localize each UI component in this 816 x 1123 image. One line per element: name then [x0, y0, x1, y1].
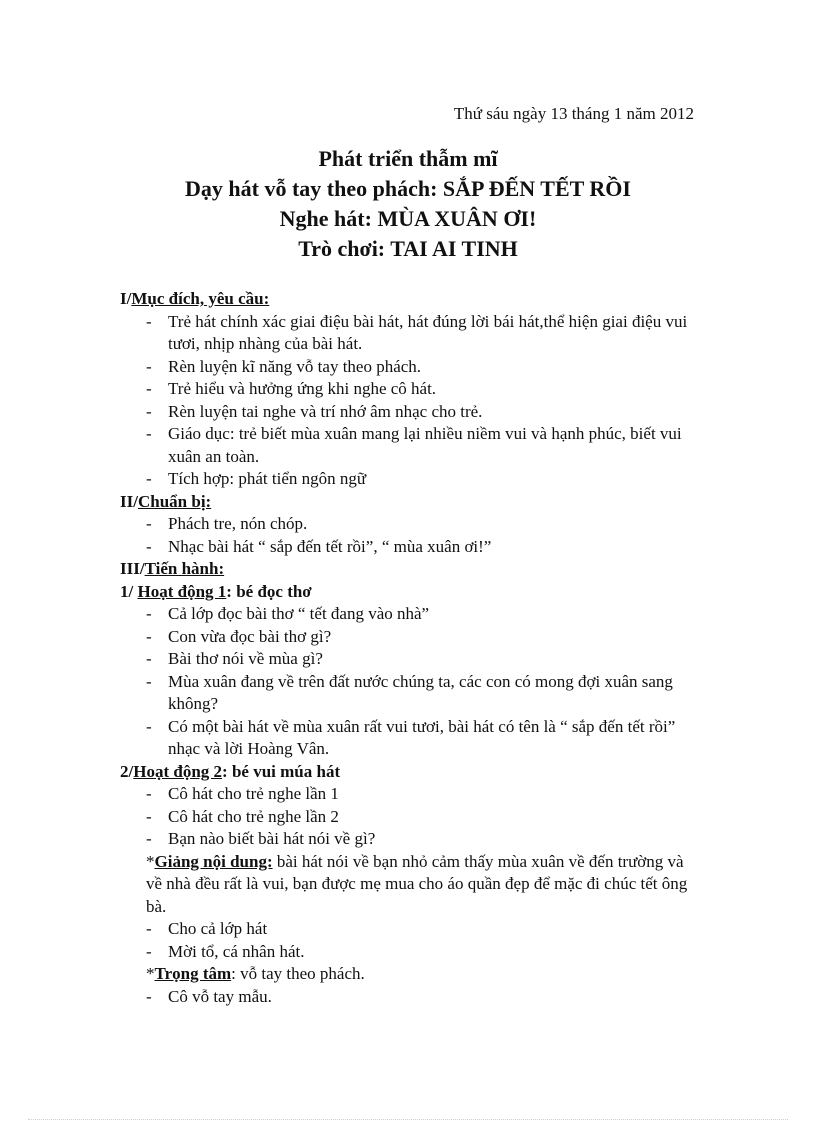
page-bottom-divider [28, 1119, 788, 1120]
lesson-title: Dạy hát vỗ tay theo phách: SẮP ĐẾN TẾT RỒI [185, 176, 631, 201]
activity-label: Hoạt động 1 [137, 581, 227, 601]
section-number: III/ [120, 559, 145, 578]
list-item: - Giáo dục: trẻ biết mùa xuân mang lại nhiều niềm vui và hạnh phúc, biết vui xuân an toàn. [120, 423, 700, 468]
activity-2-list [120, 783, 700, 851]
list-item: - Phách tre, nón chóp. [120, 513, 700, 536]
activity-label: Hoạt động 2 [133, 761, 223, 781]
activity-1-list [120, 603, 700, 761]
activity-2-heading [120, 761, 700, 784]
activity-title: : bé vui múa hát [222, 761, 341, 781]
subject-title: Phát triển thẫm mĩ [318, 146, 498, 171]
section-title: Chuẩn bị: [137, 491, 212, 511]
date-line: Thứ sáu ngày 13 tháng 1 năm 2012 [453, 104, 694, 123]
list-item: - Bạn nào biết bài hát nói về gì? [120, 828, 700, 851]
list-item: - Cho cả lớp hát [120, 918, 700, 941]
list-item: - Cô vỗ tay mẫu. [120, 986, 700, 1009]
list-item: - Rèn luyện tai nghe và trí nhớ âm nhạc cho trẻ. [120, 401, 700, 424]
activity-2-list-continued [120, 918, 700, 963]
list-item: - Cô hát cho trẻ nghe lần 2 [120, 806, 700, 829]
list-item: - Trẻ hiểu và hưởng ứng khi nghe cô hát. [120, 378, 700, 401]
note-text: : vỗ tay theo phách. [231, 964, 365, 983]
preparation-list [120, 513, 700, 558]
list-item: - Có một bài hát về mùa xuân rất vui tươi, bài hát có tên là “ sắp đến tết rồi” nhạc và lời Hoàng Vân. [120, 716, 700, 761]
note-star: * [146, 851, 155, 871]
activity-title: : bé đọc thơ [226, 581, 312, 601]
note-label: Trọng tâm [154, 964, 232, 983]
content-note [120, 851, 700, 919]
activity-number: 1/ [120, 581, 138, 601]
list-item: - Mùa xuân đang về trên đất nước chúng ta, các con có mong đợi xuân sang không? [120, 671, 700, 716]
section-title: Tiến hành: [144, 559, 225, 578]
note-star: * [146, 964, 155, 983]
document-body [120, 288, 700, 1008]
title-block [0, 144, 816, 264]
list-item: - Cô hát cho trẻ nghe lần 1 [120, 783, 700, 806]
activity-number: 2/ [120, 761, 134, 781]
note-label: Giảng nội dung: [154, 851, 273, 871]
list-item: - Mời tổ, cá nhân hát. [120, 941, 700, 964]
activity-2-list-final [120, 986, 700, 1009]
activity-1-heading [120, 581, 700, 604]
section-number: I/ [120, 289, 132, 308]
section-number: II/ [120, 491, 138, 511]
list-item: - Tích hợp: phát tiển ngôn ngữ [120, 468, 700, 491]
section-heading-procedure [120, 558, 700, 581]
list-item: - Rèn luyện kĩ năng vỗ tay theo phách. [120, 356, 700, 379]
list-item: - Con vừa đọc bài thơ gì? [120, 626, 700, 649]
section-title: Mục đích, yêu cầu: [131, 289, 270, 308]
section-heading-objectives [120, 288, 700, 311]
list-item: - Nhạc bài hát “ sắp đến tết rồi”, “ mùa xuân ơi!” [120, 536, 700, 559]
focus-note [120, 963, 700, 986]
list-item: - Trẻ hát chính xác giai điệu bài hát, hát đúng lời bái hát,thể hiện giai điệu vui tươi, nhịp nhàng của bài hát. [120, 311, 700, 356]
list-item: - Bài thơ nói về mùa gì? [120, 648, 700, 671]
objectives-list [120, 311, 700, 491]
list-item: - Cả lớp đọc bài thơ “ tết đang vào nhà” [120, 603, 700, 626]
listening-title: Nghe hát: MÙA XUÂN ƠI! [279, 206, 537, 231]
note-text: bài hát nói về bạn nhỏ cảm thấy mùa xuân về đến trường và về nhà đều rất là vui, bạn được mẹ mua cho áo quần đẹp để mặc đi chúc tết ông bà. [146, 851, 688, 916]
game-title: Trò chơi: TAI AI TINH [298, 236, 518, 261]
section-heading-preparation [120, 491, 700, 514]
